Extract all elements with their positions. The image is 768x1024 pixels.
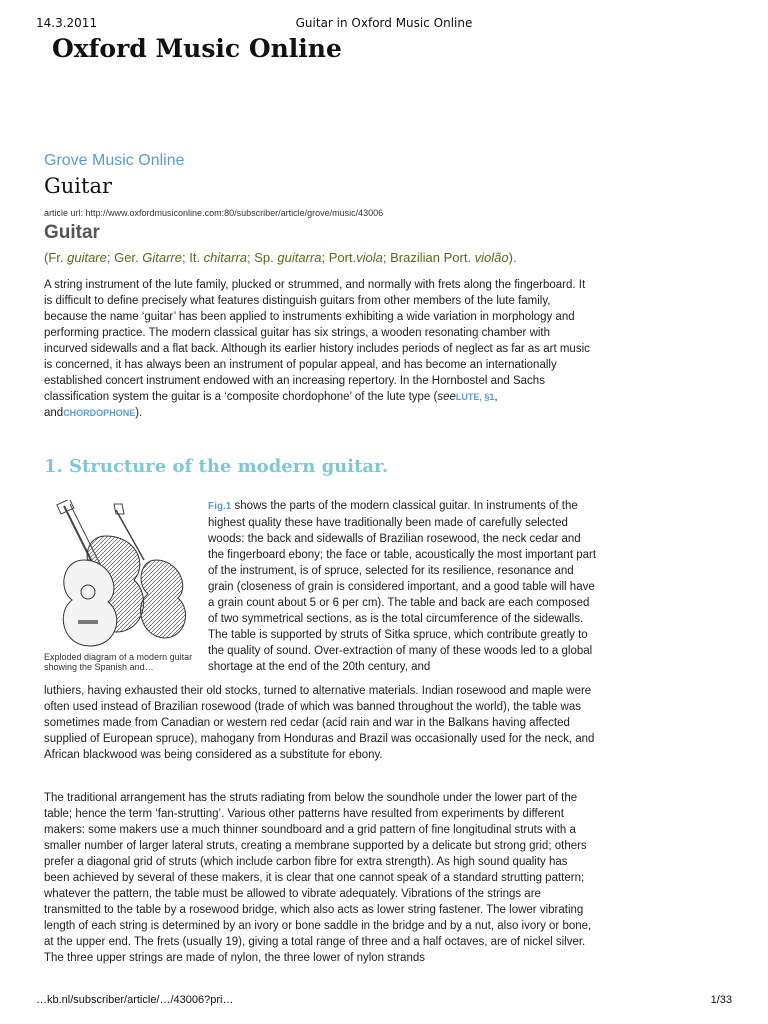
print-page-number: 1/33 — [710, 994, 732, 1006]
lute-link[interactable]: LUTE, §1 — [455, 392, 495, 402]
fig1-link[interactable]: Fig.1 — [208, 501, 232, 512]
etymology-line: (Fr. guitare; Ger. Gitarre; It. chitarra; Sp. guitarra; Port.viola; Brazilian Port. violão). — [44, 250, 517, 265]
structure-paragraph-wrap: Fig.1 shows the parts of the modern classical guitar. In instruments of the highest quality these have traditionally been made of carefully selected woods: the back and sidewalls of Brazilian rosewood, the neck cedar and the fingerboard ebony; the face or table, acoustically the most important part of the instrument, is of spruce, selected for its resilience, resonance and grain (closeness of grain is considered important, and a good table will have a grain count about 5 or 6 per cm). The table and back are each composed of two symmetrical sections, as is the total circumference of the sidewalls. The table is supported by struts of Sitka spruce, which contribute greatly to the quality of sound. Over-extraction of many of these woods led to a global shortage at the end of the 20th century, and — [208, 500, 597, 673]
print-date: 14.3.2011 — [36, 16, 98, 30]
article-heading: Guitar — [44, 222, 100, 243]
print-header-title: Guitar in Oxford Music Online — [295, 16, 473, 30]
site-title: Oxford Music Online — [52, 34, 342, 63]
article-url: article url: http://www.oxfordmusiconline.com:80/subscriber/article/grove/music/43006 — [44, 208, 384, 218]
chordophone-link[interactable]: CHORDOPHONE — [63, 408, 136, 418]
grove-music-online-link[interactable]: Grove Music Online — [44, 152, 185, 169]
article-title: Guitar — [44, 174, 113, 198]
structure-paragraph-continued: luthiers, having exhausted their old stocks, turned to alternative materials. Indian rosewood and maple were often used instead of Brazilian rosewood (trade of which was banned throughout the world), the table was sometimes made from Canadian or western red cedar (acid rain and war in the Balkans having affected supplied of European spruce), mahogany from Honduras and Brazil was occasionally used for the neck, and African blackwood was being considered as a substitute for ebony. — [44, 685, 595, 761]
figure-caption: Exploded diagram of a modern guitar showing the Spanish and… — [44, 652, 193, 672]
guitar-diagram-image — [44, 500, 204, 650]
print-footer-url: …kb.nl/subscriber/article/…/43006?pri… — [36, 994, 234, 1006]
strutting-paragraph: The traditional arrangement has the struts radiating from below the soundhole under the lower part of the table; hence the term ‘fan-strutting’. Various other patterns have resulted from experiments by different makers: some makers use a much thinner soundboard and a grid pattern of fine longitudinal struts with a smaller number of larger lateral struts, creating a membrane supported by a delicate but strong grid; others prefer a diagonal grid of struts (which include carbon fibre for extra strength). As high sound quality has been achieved by several of these makers, it is clear that one cannot speak of a standard strutting pattern; whatever the pattern, the table must be allowed to vibrate adequately. Vibrations of the strings are transmitted to the table by a rosewood bridge, which also acts as lower string fastener. The lower vibrating length of each string is determined by an ivory or bone saddle in the bridge and by a nut, also ivory or bone, at the upper end. The frets (usually 19), giving a total range of three and a half octaves, are of nickel silver. The three upper strings are made of nylon, the three lower of nylon strands — [44, 792, 592, 964]
section-heading-structure: 1. Structure of the modern guitar. — [44, 456, 389, 477]
intro-paragraph: A string instrument of the lute family, plucked or strummed, and normally with frets along the fingerboard. It is difficult to define precisely what features distinguish guitars from other members of the lute family, because the name ‘guitar’ has been applied to instruments exhibiting a wide variation in morphology and performing practice. The modern classical guitar has six strings, a wooden resonating chamber with incurved sidewalls and a flat back. Although its earlier history includes periods of neglect as far as art music is concerned, it has always been an instrument of popular appeal, and has become an internationally established concert instrument endowed with an increasing repertory. In the Hornbostel and Sachs classification system the guitar is a ‘composite chordophone’ of the lute type (seeLUTE, §1, andCHORDOPHONE). — [44, 279, 590, 419]
guitar-diagram-figure[interactable] — [44, 500, 204, 650]
